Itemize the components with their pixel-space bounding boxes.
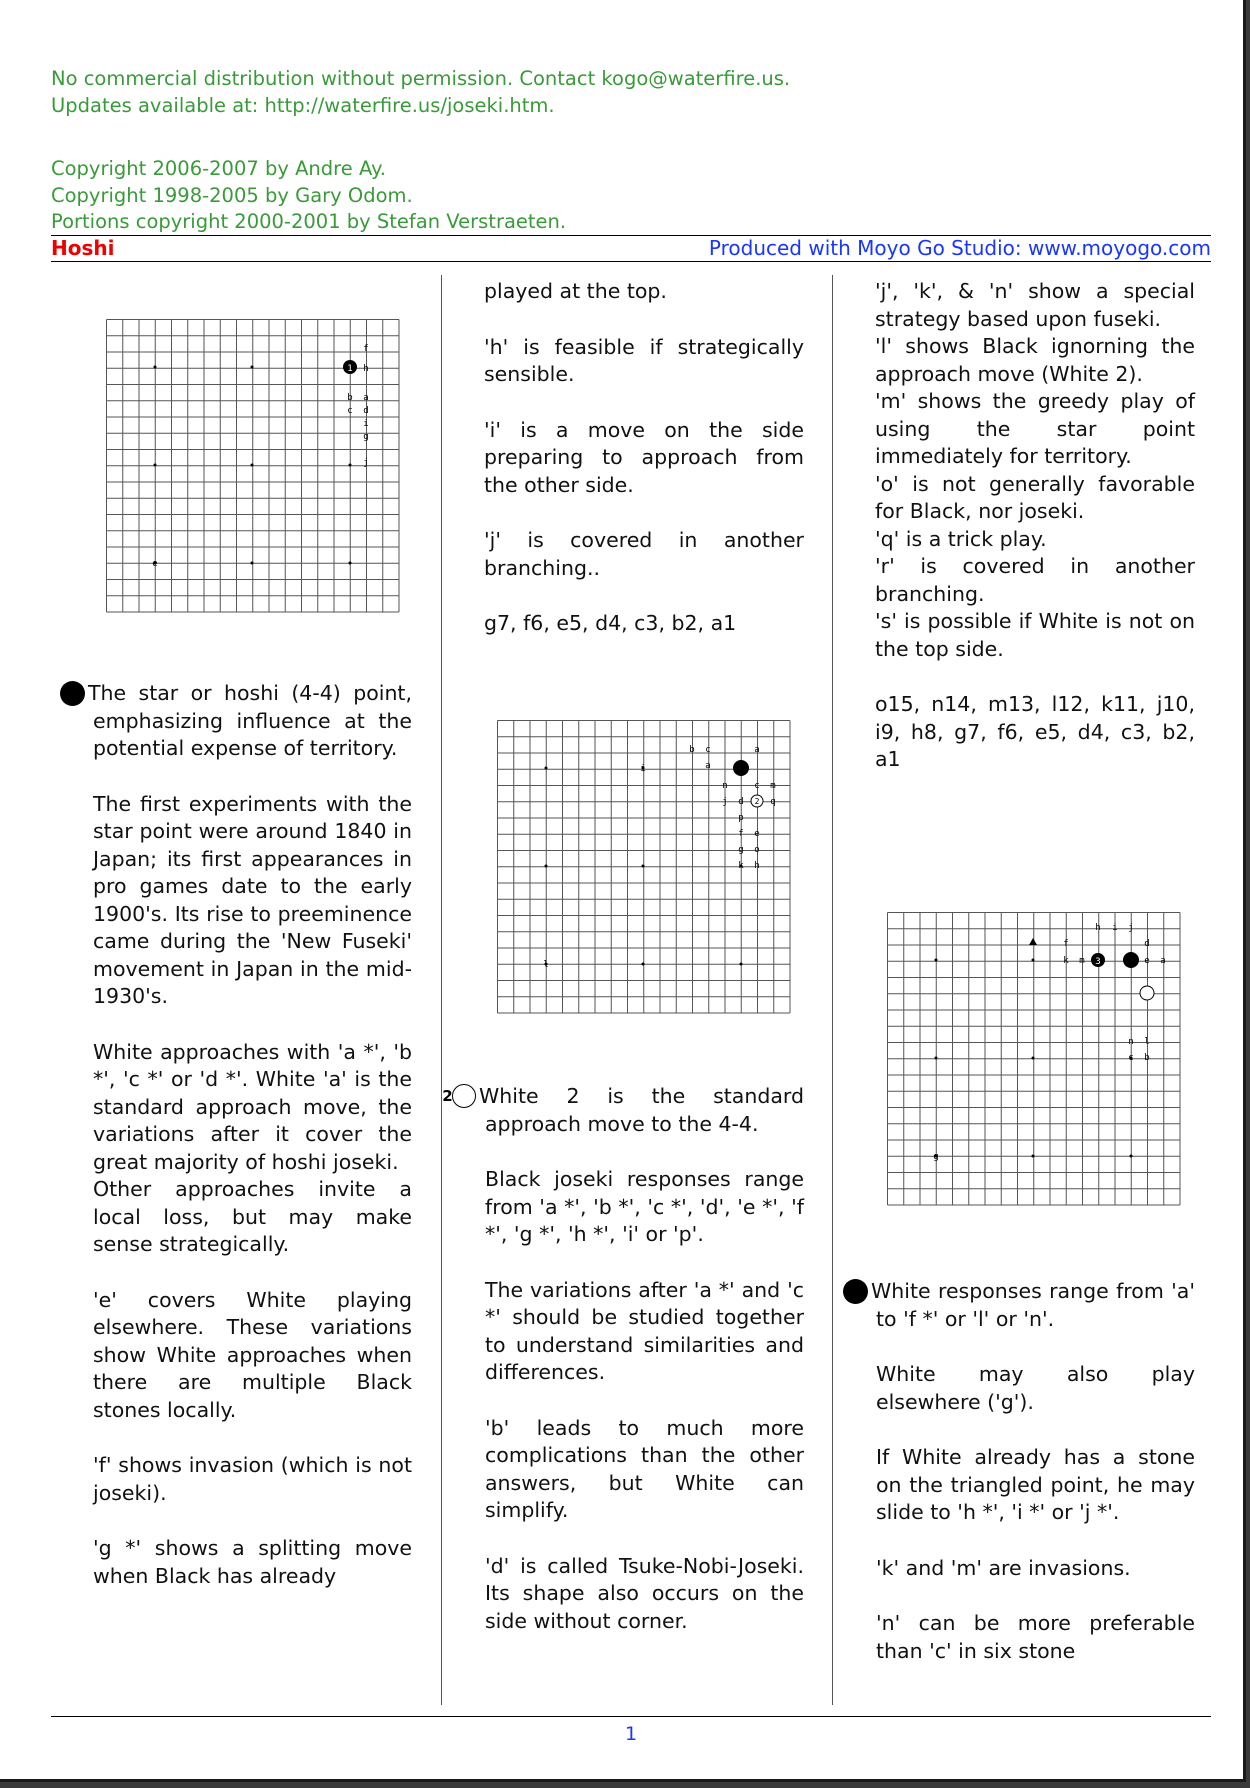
header-rule [51, 261, 1211, 262]
board-label: d [1144, 939, 1150, 949]
paragraph: The star or hoshi (4-4) point, emphasizing influence at the potential expense of territory. [88, 681, 412, 760]
paragraph: 'j', 'k', & 'n' show a special strategy based upon fuseki. [875, 279, 1195, 331]
text-column-2-bottom [442, 1083, 804, 1663]
board-label: g [363, 432, 369, 442]
footer-rule [51, 1716, 1211, 1717]
board-label: a [705, 761, 711, 771]
paragraph: The first experiments with the star point were around 1840 in Japan; its first appearances in pro games date to the early 1900's. Its rise to preeminence came during the 'New Fuseki' movement in Japan in the mid-1930's. [93, 791, 412, 1008]
white-stone [1140, 986, 1154, 1000]
paragraph: 'e' covers White playing elsewhere. These variations show White approaches when there are multiple Black stones locally. [93, 1287, 412, 1422]
paragraph: 'd' is called Tsuke-Nobi-Joseki. Its shape also occurs on the side without corner. [485, 1553, 804, 1633]
move-sequence: g7, f6, e5, d4, c3, b2, a1 [484, 611, 737, 635]
paragraph: 'm' shows the greedy play of using the star point immediately for territory. [875, 389, 1195, 468]
board-label: d [738, 797, 744, 807]
copyright-line: Copyright 2006-2007 by Andre Ay. [51, 157, 386, 180]
board-label: h [1095, 923, 1101, 933]
board-label: h [363, 364, 369, 374]
board-label: c [1128, 1053, 1134, 1063]
board-label: k [1063, 956, 1069, 966]
page-number: 1 [624, 1723, 638, 1745]
board-label: b [347, 393, 353, 403]
move-sequence: o15, n14, m13, l12, k11, j10, i9, h8, g7, f6, e5, d4, c3, b2, a1 [875, 692, 1195, 771]
board-label: c [347, 406, 353, 416]
updates-line: Updates available at: http://waterfire.us/joseki.htm. [51, 94, 555, 117]
board-label: q [770, 797, 776, 807]
stone-number: 3 [1095, 957, 1101, 967]
go-board-diagram-1 [106, 319, 408, 617]
text-column-1 [50, 680, 412, 1618]
copyright-line: Copyright 1998-2005 by Gary Odom. [51, 184, 413, 207]
board-label: m [1079, 956, 1085, 966]
board-label: n [1128, 1037, 1134, 1047]
board-label: g [933, 1152, 939, 1162]
board-label: a [1160, 956, 1166, 966]
board-label: e [1144, 956, 1150, 966]
move-marker-1: 1 [60, 681, 85, 706]
black-stone [1123, 952, 1139, 968]
board-label: f [363, 344, 369, 354]
black-stone [733, 760, 749, 776]
board-label: m [770, 781, 776, 791]
text-column-3-bottom [833, 1278, 1195, 1693]
board-label: i [1112, 923, 1118, 933]
board-label: i [363, 419, 369, 429]
paragraph: 'k' and 'm' are invasions. [876, 1555, 1131, 1580]
paragraph: The variations after 'a *' and 'c *' should be studied together to understand similarities and differences. [485, 1277, 804, 1384]
stone-number: 2 [754, 797, 760, 806]
board-label: d [363, 406, 369, 416]
board-label: o [754, 845, 760, 855]
triangle-marker [1029, 938, 1037, 945]
text-column-2-top [484, 278, 804, 666]
board-label: e [152, 559, 158, 569]
go-board-diagram-3 [887, 912, 1185, 1210]
paragraph: 'h' is feasible if strategically sensible. [484, 334, 804, 386]
board-label: j [722, 797, 728, 807]
section-title: Hoshi [51, 236, 115, 260]
paragraph: 'r' is covered in another branching. [875, 554, 1195, 606]
move-marker-3: 3 [843, 1279, 868, 1304]
paragraph: Black joseki responses range from 'a *', 'b *', 'c *', 'd', 'e *', 'f *', 'g *', 'h *', 'i' or 'p'. [485, 1167, 804, 1246]
paragraph: 'o' is not generally favorable for Black, nor joseki. [875, 471, 1195, 523]
stone-number: 1 [347, 364, 353, 374]
paragraph: 'n' can be more preferable than 'c' in six stone [876, 1611, 1195, 1663]
paragraph: Other approaches invite a local loss, but may make sense strategically. [93, 1177, 412, 1256]
board-label: b [689, 745, 695, 755]
paragraph: 'q' is a trick play. [875, 526, 1047, 551]
paragraph: White may also play elsewhere ('g'). [876, 1362, 1195, 1414]
board-label: e [754, 829, 760, 839]
board-label: g [738, 845, 744, 855]
paragraph: 'f' shows invasion (which is not joseki). [93, 1453, 412, 1505]
copyright-line: Portions copyright 2000-2001 by Stefan Verstraeten. [51, 210, 567, 233]
text-column-3-top [875, 278, 1195, 802]
board-label: a [754, 745, 760, 755]
board-label: b [1144, 1053, 1150, 1063]
board-label: k [738, 861, 744, 871]
board-label: p [738, 813, 744, 823]
paragraph: 's' is possible if White is not on the top side. [875, 609, 1195, 661]
board-label: l [543, 960, 549, 970]
go-board-diagram-2 [497, 720, 795, 1018]
board-label: c [754, 781, 760, 791]
column-divider [441, 275, 442, 1705]
board-label: c [705, 745, 711, 755]
move-marker-2: 2 [452, 1084, 476, 1108]
paragraph: played at the top. [484, 279, 667, 303]
paragraph: White responses range from 'a' to 'f *' or 'l' or 'n'. [871, 1279, 1195, 1331]
paragraph: White 2 is the standard approach move to the 4-4. [479, 1084, 804, 1136]
paragraph: 'j' is covered in another branching.. [484, 528, 804, 580]
board-label: f [1063, 939, 1069, 949]
board-label: a [363, 393, 369, 403]
column-divider [832, 275, 833, 1705]
board-label: j [363, 458, 369, 468]
notice-line: No commercial distribution without permission. Contact kogo@waterfire.us. [51, 67, 791, 90]
produced-by-link[interactable]: Produced with Moyo Go Studio: www.moyogo.com [708, 236, 1211, 260]
board-label: f [738, 829, 744, 839]
paragraph: White approaches with 'a *', 'b *', 'c *' or 'd *'. White 'a' is the standard approach move, the variations after it cover the great majority of hoshi joseki. [93, 1039, 412, 1174]
paragraph: 'g *' shows a splitting move when Black has already [93, 1536, 412, 1588]
board-label: i [640, 764, 646, 774]
paragraph: 'i' is a move on the side preparing to approach from the other side. [484, 417, 804, 497]
paragraph: 'b' leads to much more complications than the other answers, but White can simplify. [485, 1415, 804, 1522]
board-label: j [1128, 923, 1134, 933]
paragraph: 'l' shows Black ignorning the approach move (White 2). [875, 334, 1195, 386]
board-label: h [754, 861, 760, 871]
board-label: n [722, 781, 728, 791]
board-label: l [1144, 1037, 1150, 1047]
paragraph: If White already has a stone on the triangled point, he may slide to 'h *', 'i *' or 'j *'. [876, 1445, 1195, 1524]
